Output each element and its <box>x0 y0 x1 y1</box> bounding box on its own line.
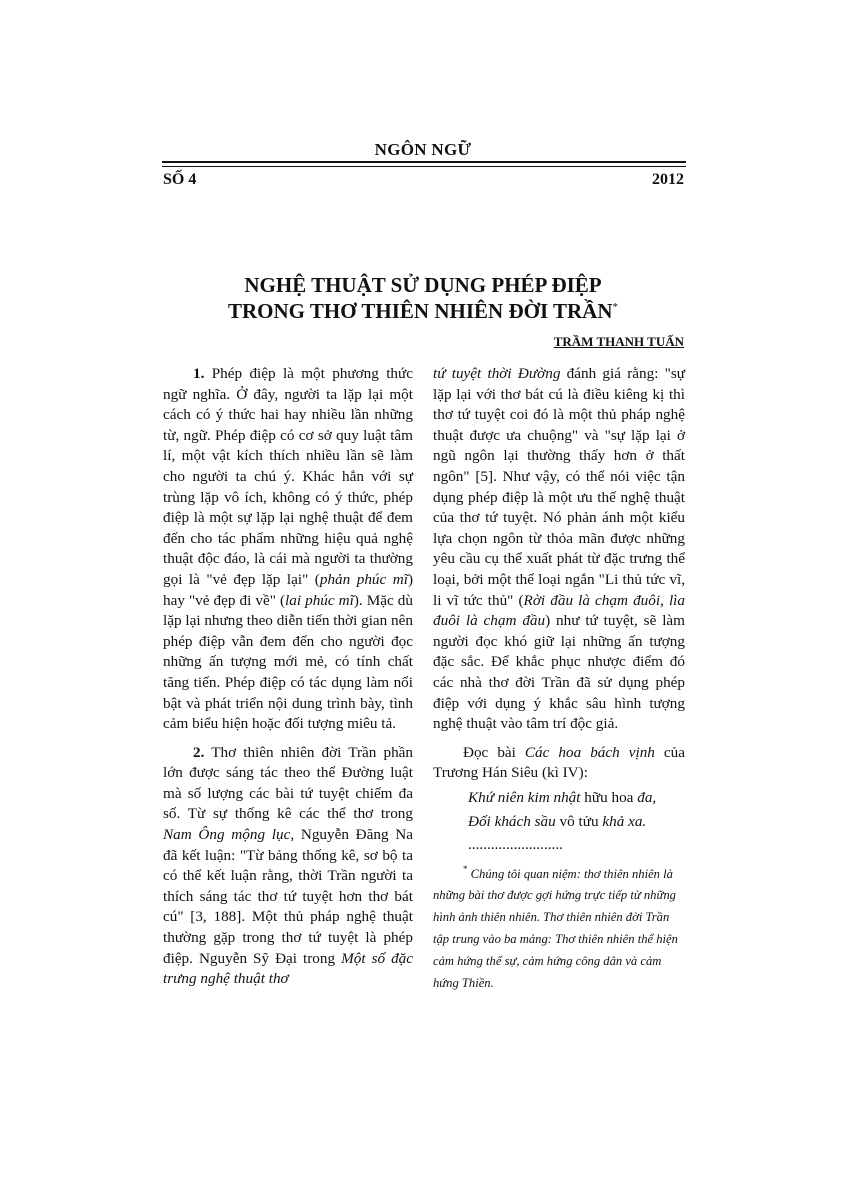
paragraph-4 <box>433 743 685 784</box>
verse-1-text: hữu hoa <box>580 788 638 806</box>
paragraph-1-text-a: Phép điệp là một phương thức ngữ nghĩa. Ở đây, người ta lặp lại một cách có ý thức hai hay nhiều lần những từ, ngữ. Phép điệp có cơ sở quy luật tâm lí, một vật kích thích nhiều lần sẽ làm cho người ta chú ý. Khác hẳn với sự trùng lặp vô ích, không có ý thức, phép điệp là một sự lặp lại nghệ thuật để đem đến cho tác phẩm những hiệu quả nghệ thuật độc đáo, là cái mà người ta thường gọi là "vẻ đẹp lặp lại" ( <box>163 365 413 588</box>
issue-year: 2012 <box>652 171 684 188</box>
paragraph-4-italic-1: Các hoa bách vịnh <box>524 743 655 761</box>
verse-line-1 <box>433 788 685 809</box>
footnote <box>433 864 685 995</box>
paragraph-1-italic-1: phản phúc mĩ <box>319 570 408 588</box>
paragraph-1-italic-2: lai phúc mĩ <box>285 591 354 609</box>
article-title <box>0 272 846 324</box>
header-rule-thin <box>162 166 686 167</box>
verse-2-italic-2: khả xa. <box>602 813 647 831</box>
paragraph-2 <box>163 743 413 990</box>
verse-line-2 <box>433 812 685 833</box>
paragraph-2-italic-2: Một số đặc trưng nghệ thuật thơ <box>163 949 413 988</box>
paragraph-1-text-c: ). Mặc dù lặp lại nhưng theo diễn tiến thời gian nên phép điệp vẫn đem đến cho người đọc những ấn tượng mới mẻ, có tính chất tăng tiến. Phép điệp có tác dụng làm nổi bật và phát triển nội dung trình bày, tình cảm biểu hiện hoặc đối tượng miêu tả. <box>163 591 413 733</box>
issue-number: SỐ 4 <box>163 171 197 188</box>
footnote-separator: ......................... <box>468 836 563 854</box>
paragraph-2-italic-1: Nam Ông mộng lục <box>163 826 291 844</box>
right-column <box>433 364 685 994</box>
paragraph-1-text-b: ) hay "vẻ đẹp đi về" ( <box>163 570 413 609</box>
verse-2-italic-1: Đối khách sầu <box>468 813 556 831</box>
verse-2-text: vô tửu <box>555 813 603 831</box>
title-line-2-text: TRONG THƠ THIÊN NHIÊN ĐỜI TRẦN <box>227 299 613 323</box>
journal-name: NGÔN NGỮ <box>374 140 472 159</box>
paragraph-3-text-a: đánh giá rằng: "sự lặp lại với thơ bát cú là điều kiêng kị thì thơ tứ tuyệt coi đó là một thủ pháp nghệ thuật được ưa chuộng" và "sự lặp lại ở ngũ ngôn lại thường thấy hơn ở thất ngôn" [5]. Như vậy, có thể nói việc tận dụng phép điệp là một ưu thế nghệ thuật của thơ tứ tuyệt. Nó phản ánh một kiểu lựa chọn ngôn từ thỏa mãn được những yêu cầu cụ thể xuất phát từ đặc trưng thể loại, bởi một thể loại ngắn "Li thủ tức vĩ, li vĩ tức thủ" ( <box>433 365 686 609</box>
title-line-2 <box>0 298 846 324</box>
paragraph-3 <box>433 364 685 735</box>
paragraph-2-text-b: , Nguyễn Đăng Na đã kết luận: "Từ bảng thống kê, sơ bộ ta có thể kết luận rằng, thời Trần người ta thích sáng tác thơ tứ tuyệt hơn thơ bát cú" [3, 188]. Một thủ pháp nghệ thuật thường gặp trong thơ tứ tuyệt là phép điệp. Nguyễn Sỹ Đại trong <box>163 826 413 967</box>
author-name: TRẦM THANH TUẤN <box>553 334 684 349</box>
paragraph-3-italic-2: Rời đầu là chạm đuôi, lìa đuôi là chạm đầu <box>433 591 686 630</box>
section-number-1: 1. <box>193 365 205 382</box>
paragraph-3-italic-1: tứ tuyệt thời Đường <box>433 365 561 382</box>
header-rule-thick <box>162 161 686 163</box>
title-footnote-mark: * <box>612 301 618 313</box>
footnote-text: Chúng tôi quan niệm: thơ thiên nhiên là những bài thơ được gợi hứng trực tiếp từ những hình ảnh thiên nhiên. Thơ thiên nhiên đời Trần tập trung vào ba mảng: Thơ thiên nhiên thể hiện cảm hứng thế sự, cảm hứng công dân và cảm hứng Thiền. <box>433 866 678 990</box>
paragraph-4-text-b: của Trương Hán Siêu (kì IV): <box>433 743 686 782</box>
verse-1-italic-1: Khứ niên kim nhật <box>468 788 581 806</box>
verse-1-italic-2: đa, <box>637 788 657 806</box>
left-column <box>163 364 413 990</box>
paragraph-4-text-a: Đọc bài <box>463 743 525 761</box>
paragraph-2-text-a: Thơ thiên nhiên đời Trần phần lớn được sáng tác theo thể Đường luật mà số lượng các bài tứ tuyệt chiếm đa số. Từ sự thống kê các thể thơ trong <box>163 743 413 823</box>
footnote-mark: * <box>463 864 468 875</box>
title-line-1: NGHỆ THUẬT SỬ DỤNG PHÉP ĐIỆP <box>244 273 602 297</box>
paragraph-3-text-b: ) như tứ tuyệt, sẽ làm người đọc khó giữ lại những ấn tượng đặc sắc. Để khắc phục nhược điểm đó các nhà thơ đời Trần đã sử dụng phép điệp với dụng ý khắc sâu hình tượng nghệ thuật vào tâm trí độc giả. <box>433 612 685 733</box>
section-number-2: 2. <box>193 743 205 761</box>
paragraph-1 <box>163 364 413 735</box>
